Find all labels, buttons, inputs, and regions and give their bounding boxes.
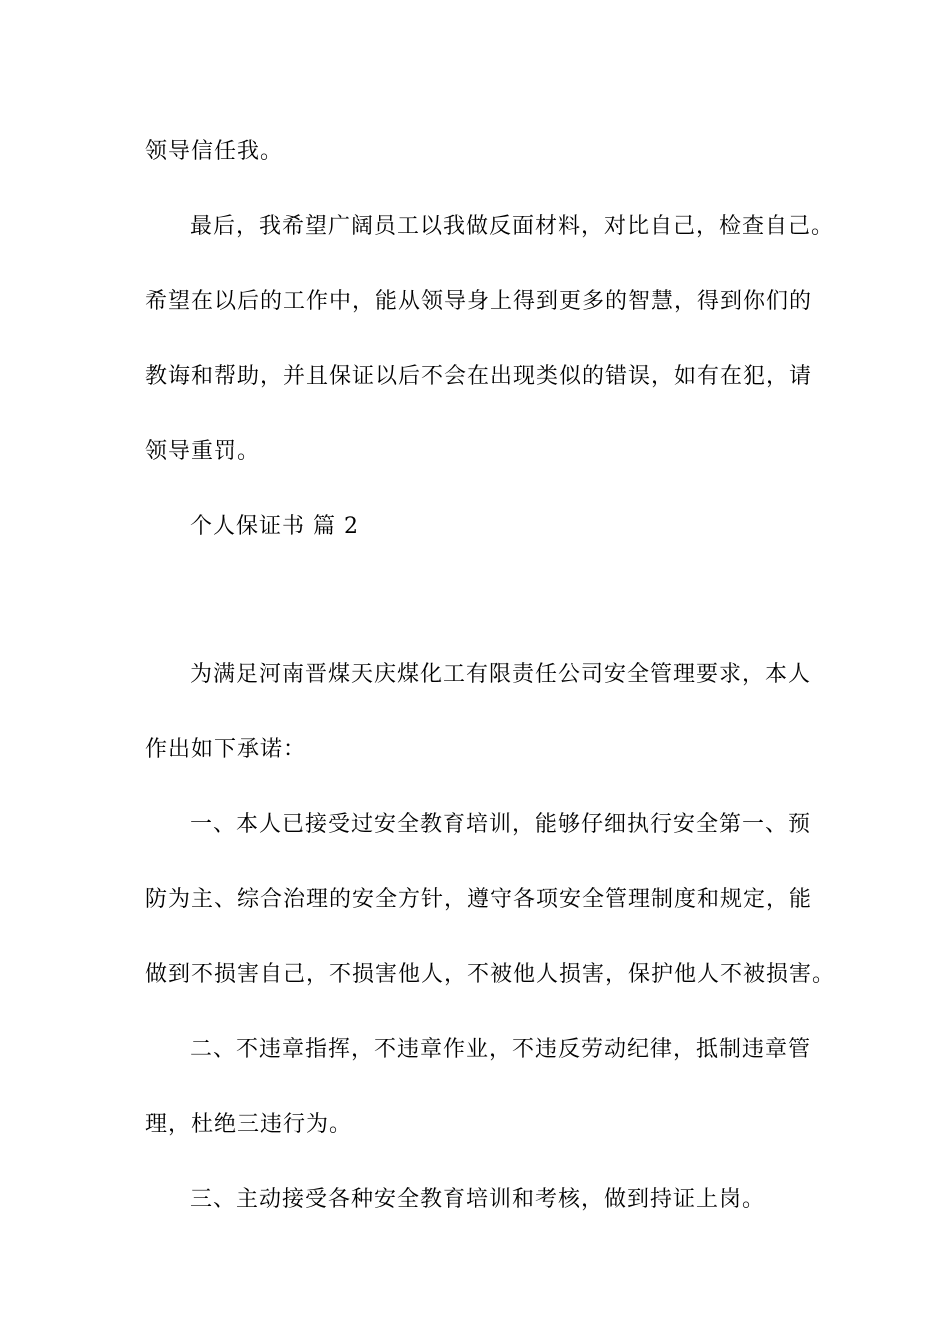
- paragraph-line: 领导信任我。: [145, 139, 284, 164]
- paragraph-line: 教诲和帮助，并且保证以后不会在出现类似的错误，如有在犯，请: [145, 364, 813, 389]
- paragraph-line: 做到不损害自己，不损害他人，不被他人损害，保护他人不被损害。: [145, 962, 836, 987]
- paragraph-line: 一、本人已接受过安全教育培训，能够仔细执行安全第一、预: [190, 812, 812, 837]
- paragraph-line: 为满足河南晋煤天庆煤化工有限责任公司安全管理要求，本人: [190, 662, 812, 687]
- paragraph-line: 理，杜绝三违行为。: [145, 1112, 353, 1137]
- paragraph-line: 作出如下承诺：: [145, 737, 307, 762]
- paragraph-line: 二、不违章指挥，不违章作业，不违反劳动纪律，抵制违章管: [190, 1037, 812, 1062]
- paragraph-line: 最后，我希望广阔员工以我做反面材料，对比自己，检查自己。: [190, 214, 835, 239]
- paragraph-line: 三、主动接受各种安全教育培训和考核，做到持证上岗。: [190, 1187, 766, 1212]
- paragraph-line: 防为主、综合治理的安全方针，遵守各项安全管理制度和规定，能: [145, 887, 813, 912]
- paragraph-line: 领导重罚。: [145, 439, 261, 464]
- paragraph-line: 希望在以后的工作中，能从领导身上得到更多的智慧，得到你们的: [145, 289, 813, 314]
- section-heading: 个人保证书 篇 2: [190, 514, 359, 539]
